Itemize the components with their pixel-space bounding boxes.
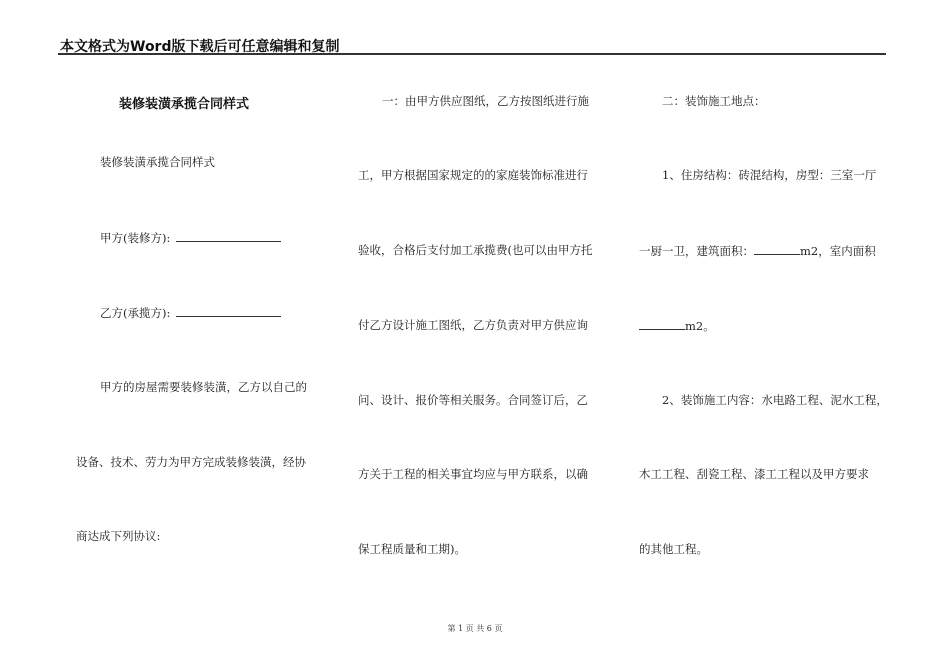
party-a-blank — [176, 230, 281, 242]
party-b-blank — [176, 305, 281, 317]
paragraph-line: 的其他工程。 — [639, 542, 708, 556]
paragraph-line: 商达成下列协议: — [76, 529, 161, 543]
party-a-label: 甲方(装修方): — [100, 231, 171, 245]
paragraph-line: 付乙方设计施工图纸，乙方负责对甲方供应询 — [358, 318, 588, 332]
party-a-line — [100, 230, 281, 245]
paragraph-line: 装修装潢承揽合同样式 — [100, 155, 215, 169]
interior-area-unit: m2。 — [685, 319, 715, 333]
paragraph-line: 甲方的房屋需要装修装潢，乙方以自己的 — [100, 380, 307, 394]
paragraph-line: 1、住房结构：砖混结构，房型：三室一厅 — [662, 168, 877, 182]
document-title: 装修装潢承揽合同样式 — [119, 97, 250, 112]
area-label: 一厨一卫，建筑面积： — [639, 244, 754, 258]
party-b-line — [100, 305, 281, 320]
area-line — [639, 243, 876, 258]
area-unit-label: m2，室内面积 — [800, 244, 876, 258]
page-number: 第 1 页 共 6 页 — [447, 624, 503, 633]
interior-area-blank — [639, 318, 685, 330]
paragraph-line: 2、装饰施工内容：水电路工程、泥水工程， — [662, 393, 888, 407]
paragraph-line: 问、设计、报价等相关服务。合同签订后，乙 — [358, 393, 588, 407]
paragraph-line: 木工工程、刮瓷工程、漆工工程以及甲方要求 — [639, 467, 869, 481]
paragraph-line: 设备、技术、劳力为甲方完成装修装潢，经协 — [76, 455, 306, 469]
paragraph-line: 一：由甲方供应图纸，乙方按图纸进行施 — [382, 94, 589, 108]
building-area-blank — [754, 243, 800, 255]
party-b-label: 乙方(承揽方): — [100, 306, 171, 320]
header-divider — [58, 53, 886, 55]
paragraph-line: 工，甲方根据国家规定的的家庭装饰标准进行 — [358, 168, 588, 182]
document-header-title: 本文格式为Word版下载后可任意编辑和复制 — [60, 39, 340, 55]
paragraph-line: 方关于工程的相关事宜均应与甲方联系，以确 — [358, 467, 588, 481]
interior-area-line — [639, 318, 715, 333]
paragraph-line: 保工程质量和工期)。 — [358, 542, 466, 556]
paragraph-line: 验收，合格后支付加工承揽费(也可以由甲方托 — [358, 243, 593, 257]
paragraph-line: 二：装饰施工地点： — [662, 94, 766, 108]
